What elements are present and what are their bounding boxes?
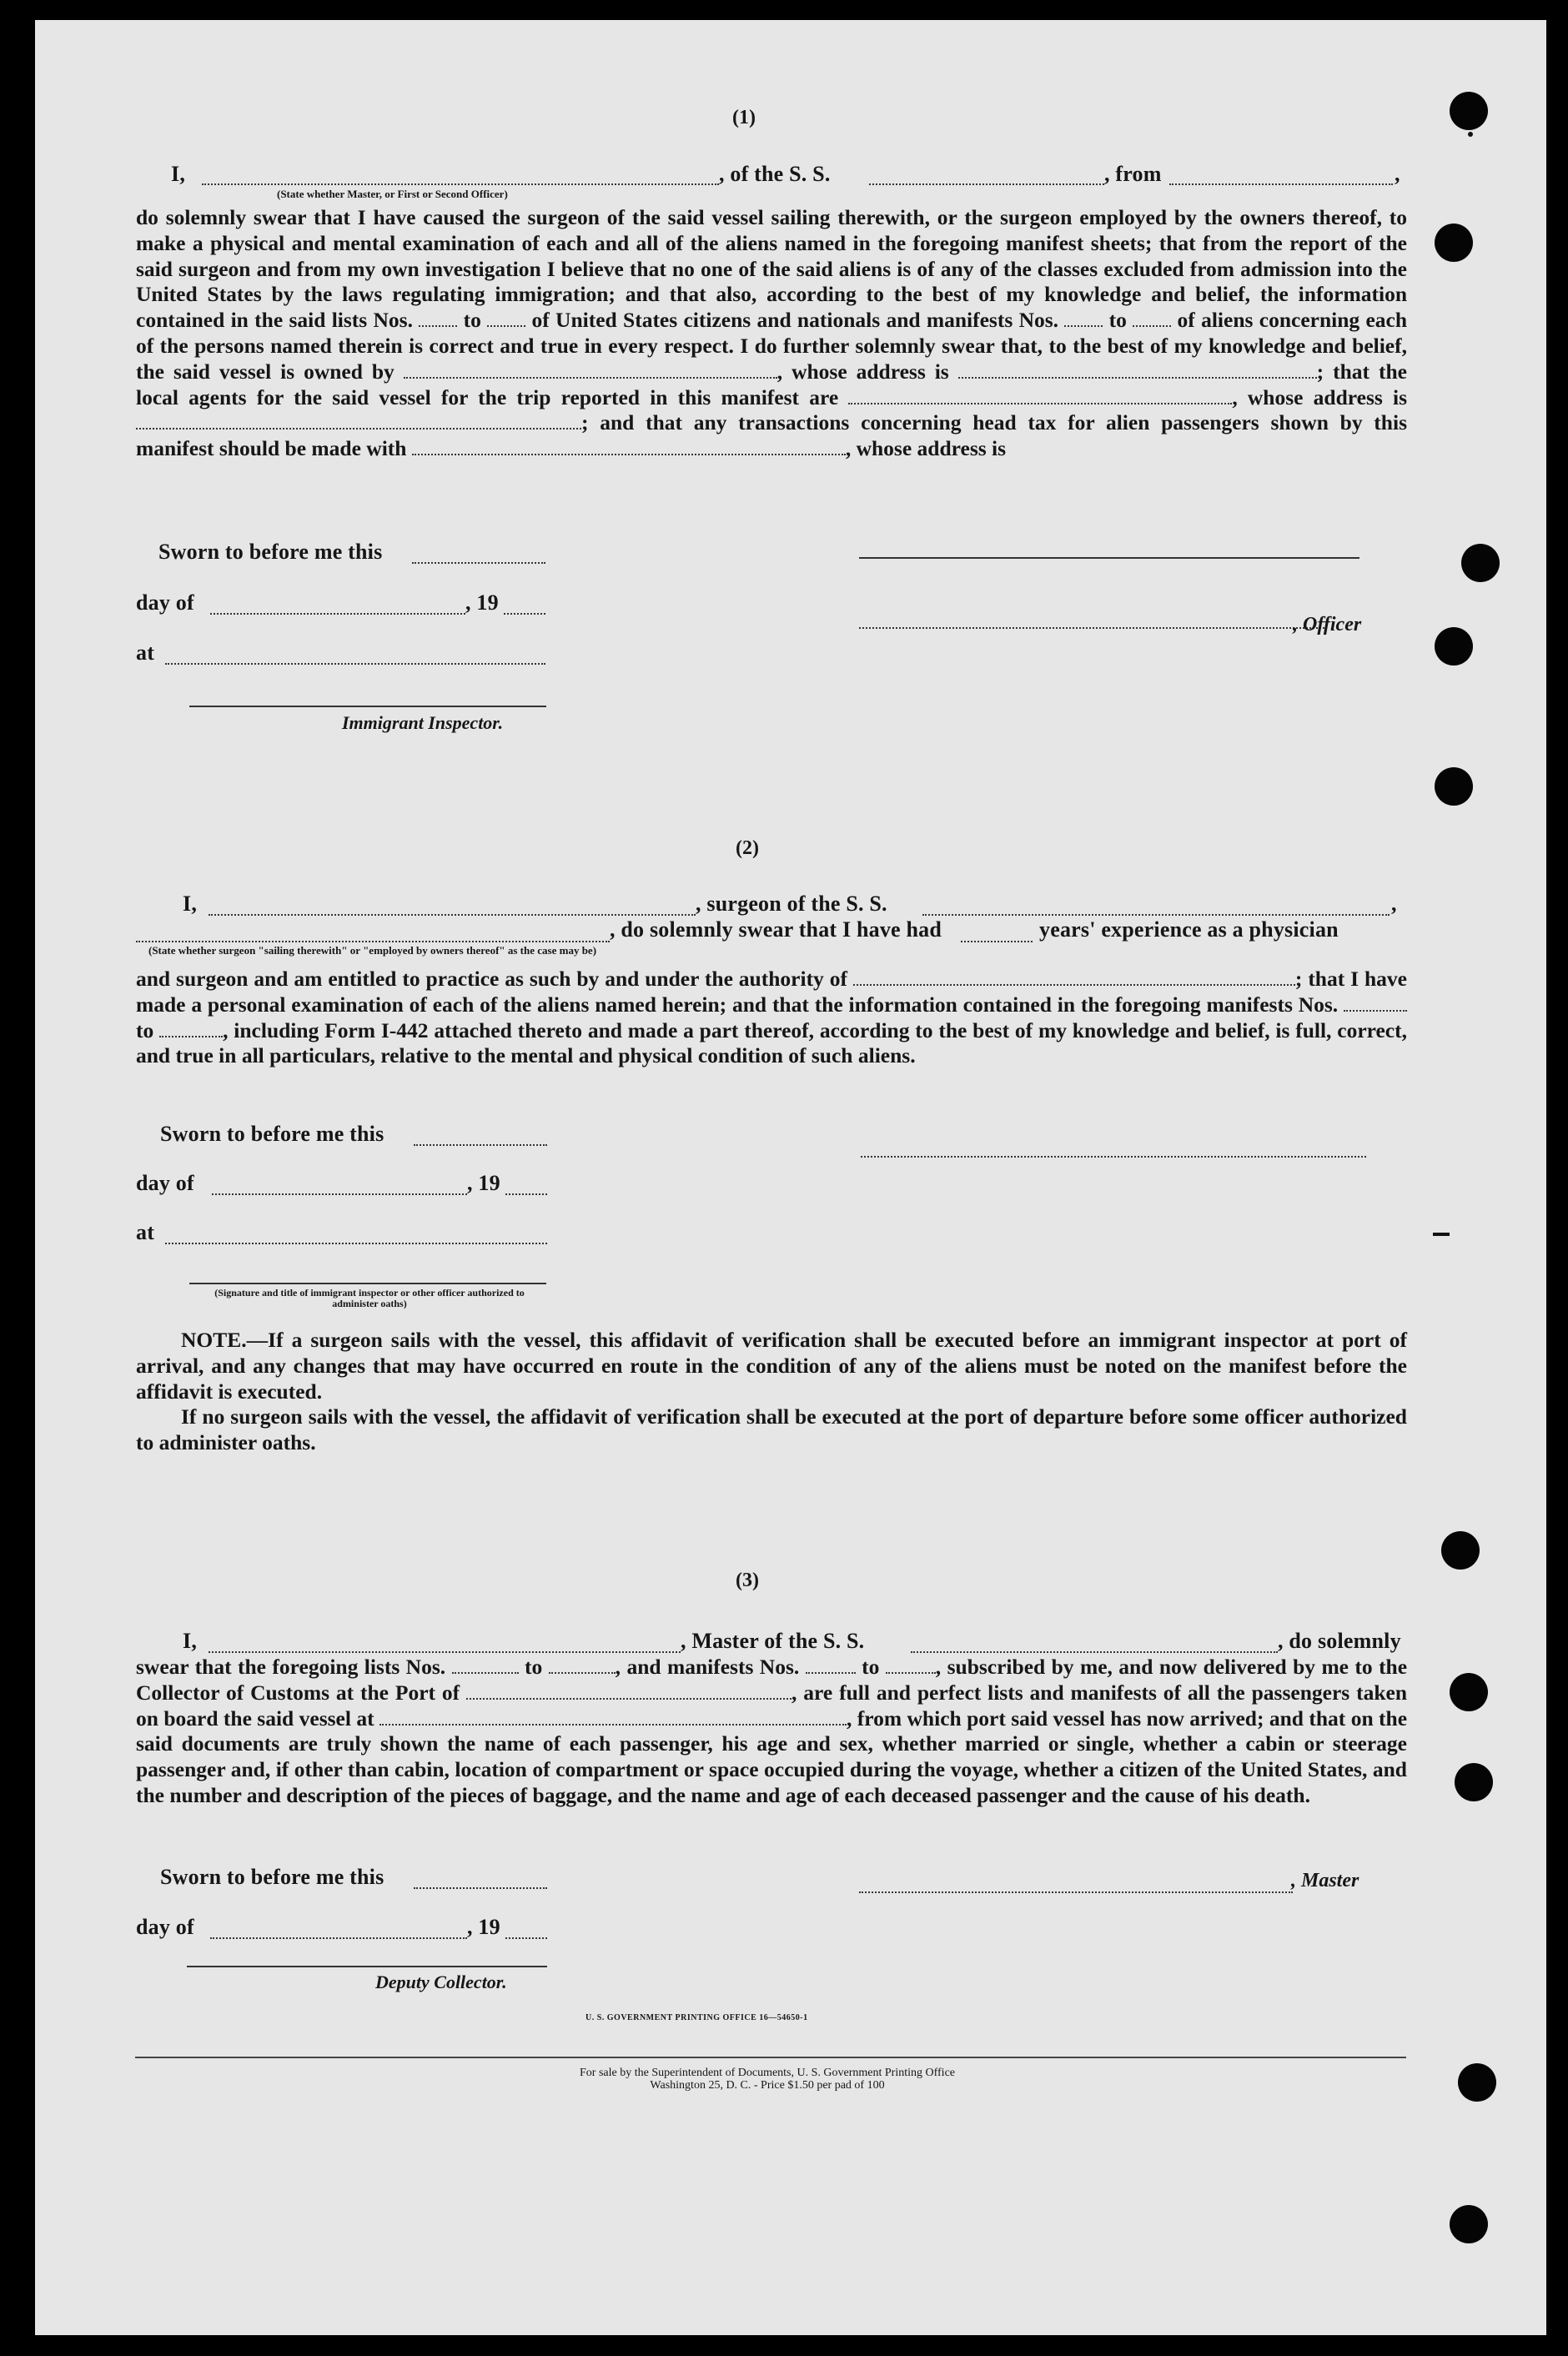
s2-surgeon-of-label: , surgeon of the S. S.: [696, 892, 887, 916]
s2-sworn-label: Sworn to before me this: [160, 1122, 384, 1146]
section-2-number: (2): [736, 837, 759, 859]
s3-master-signature-field[interactable]: [859, 1873, 1293, 1893]
s2-year-field[interactable]: [505, 1175, 547, 1195]
s3-day-of-label: day of: [136, 1915, 194, 1939]
footer-divider: [135, 2057, 1406, 2058]
s1-semicolon: ;: [1316, 359, 1324, 384]
s2-body-3: , including Form I-442 attached thereto and made a part thereof, according to the best of my knowledge and belief, is full, correct, and true in all particulars, relative to the mental and physical condition of such aliens.: [136, 1017, 1407, 1068]
edge-dot: [1468, 132, 1473, 137]
punch-hole-9: [1458, 2063, 1496, 2102]
s1-sworn-label: Sworn to before me this: [158, 540, 383, 564]
s1-officer-caption: (State whether Master, or First or Second Officer): [277, 188, 508, 200]
s2-surgeon-signature-field[interactable]: [861, 1138, 1366, 1158]
s2-body-1: and surgeon and am entitled to practice as such by and under the authority of: [136, 967, 847, 991]
s2-inspector-signature-line[interactable]: [189, 1283, 546, 1284]
s3-master-label: , Master: [1291, 1870, 1359, 1891]
punch-hole-6: [1441, 1531, 1480, 1570]
s2-at-label: at: [136, 1220, 155, 1244]
s3-month-field[interactable]: [210, 1919, 467, 1939]
s1-officer-label: , Officer: [1293, 614, 1362, 635]
s1-from-label: , from: [1104, 162, 1162, 186]
s2-note-paragraph: [136, 1328, 1407, 1456]
s3-boarding-port-field[interactable]: [379, 1709, 847, 1726]
s2-to: to: [136, 1017, 154, 1042]
s3-from-which: , from which port said vessel has now arrived; and that on the said documents are truly shown the name of each passenger, his age and sex, whether married or single, whether a cabin or steerage passenger and, if other than cabin, location of compartment or space occupied during the voyage, whether a citizen of the United States, and the number and description of the pieces of baggage, and the name and age of each deceased passenger and the cause of his death.: [136, 1705, 1408, 1807]
s1-body-2: of United States citizens and nationals and manifests Nos.: [531, 308, 1059, 333]
s2-i-label: I,: [183, 892, 198, 916]
s1-month-field[interactable]: [210, 595, 465, 615]
s1-year-label: , 19: [465, 590, 499, 615]
s1-i-label: I,: [171, 162, 186, 186]
s3-body-1: swear that the foregoing lists Nos.: [136, 1655, 446, 1679]
s3-year-label: , 19: [467, 1915, 500, 1939]
s1-to-1: to: [463, 308, 481, 333]
s2-authority-field[interactable]: [853, 969, 1295, 986]
s1-body-5: ; and that any transactions concerning head tax for alien passengers shown by this manifest should be made with: [136, 410, 1407, 461]
s2-surgeon-caption: (State whether surgeon "sailing therewith" or "employed by owners thereof" as the case may be): [148, 944, 597, 957]
s1-owner-field[interactable]: [404, 362, 777, 379]
s1-from-port-field[interactable]: [1169, 162, 1393, 185]
s1-agents-address-field[interactable]: [136, 413, 581, 430]
edge-mark: [1433, 1233, 1450, 1236]
s1-sworn-day-field[interactable]: [412, 544, 545, 564]
s1-whose-address-3: , whose address is: [845, 436, 1007, 461]
s1-body-1: do solemnly swear that I have caused the surgeon of the said vessel sailing therewith, or the surgeon employed by the owners thereof, to make a physical and mental examination of each and all of the aliens named in the foregoing manifest sheets; that from the report of the said surgeon and from my own investigation I believe that no one of the said aliens is of any of the classes excluded from admission into the United States by the laws regulating immigration; and that also, according to the best of my knowledge and belief, the information contained in the said lists Nos.: [136, 205, 1407, 333]
s3-and-manifests: , and manifests Nos.: [615, 1655, 800, 1679]
s1-of-ss-label: , of the S. S.: [719, 162, 831, 186]
s3-master-name-field[interactable]: [209, 1630, 681, 1653]
s3-ship-name-field[interactable]: [911, 1630, 1278, 1653]
form-page: [35, 20, 1546, 2335]
s1-manifests-from-field[interactable]: [1064, 310, 1103, 327]
s1-body-3: of aliens concerning each of the persons named therein is correct and true in every respect. I do further solemnly swear that, to the best of my knowledge and belief, the said vessel is owned by: [136, 308, 1408, 384]
s1-at-label: at: [136, 640, 155, 665]
s3-lists-to-field[interactable]: [549, 1657, 616, 1674]
s2-sworn-day-field[interactable]: [414, 1126, 547, 1146]
s2-body-2: that I have made a personal examination of each of the aliens named herein; and that the information contained in the foregoing manifests Nos.: [136, 967, 1407, 1017]
s1-officer-name-field[interactable]: [202, 162, 719, 185]
s1-manifests-to-field[interactable]: [1133, 310, 1171, 327]
s2-year-label: , 19: [467, 1171, 500, 1195]
punch-hole-2: [1435, 224, 1473, 262]
section-1-number: (1): [732, 107, 756, 128]
footer: [399, 2067, 1136, 2092]
s3-deputy-signature-line[interactable]: [187, 1966, 547, 1967]
s3-year-field[interactable]: [505, 1919, 547, 1939]
s3-manifests-to-field[interactable]: [886, 1657, 936, 1674]
s2-note-text: —If a surgeon sails with the vessel, this affidavit of verification shall be executed before an immigrant inspector at port of arrival, and any changes that may have occurred en route in the condition of any of the aliens must be noted on the manifest before the affidavit is executed.: [136, 1328, 1407, 1404]
s2-at-field[interactable]: [165, 1224, 547, 1244]
s1-comma: ,: [1395, 162, 1400, 186]
s3-sworn-day-field[interactable]: [414, 1869, 547, 1889]
s1-inspector-signature-line[interactable]: [189, 706, 546, 707]
s3-manifests-from-field[interactable]: [806, 1657, 856, 1674]
section-3-number: (3): [736, 1570, 759, 1591]
punch-hole-4: [1435, 627, 1473, 666]
s3-port-field[interactable]: [466, 1683, 792, 1700]
s2-manifests-to-field[interactable]: [159, 1021, 223, 1037]
s2-years-field[interactable]: [961, 921, 1033, 942]
s3-to-2: to: [862, 1655, 880, 1679]
s1-officer-title-field[interactable]: [859, 609, 1324, 629]
footer-line-1: For sale by the Superintendent of Documents, U. S. Government Printing Office: [580, 2067, 955, 2079]
s1-lists-to-field[interactable]: [487, 310, 525, 327]
s3-sworn-label: Sworn to before me this: [160, 1865, 384, 1889]
punch-hole-5: [1435, 767, 1473, 806]
s2-surgeon-type-field[interactable]: [136, 919, 610, 942]
s1-whose-address-2: whose address is: [1247, 384, 1407, 409]
punch-hole-3: [1461, 544, 1500, 582]
s2-comma: ,: [1391, 892, 1397, 916]
s2-semicolon: ;: [1294, 967, 1303, 991]
s3-solemnly-label: , do solemnly: [1278, 1629, 1401, 1653]
s1-at-field[interactable]: [165, 645, 545, 665]
footer-line-2: Washington 25, D. C. - Price $1.50 per pad of 100: [650, 2079, 885, 2092]
s1-day-of-label: day of: [136, 590, 194, 615]
s1-whose-address-1: , whose address is: [776, 359, 949, 384]
s3-lists-from-field[interactable]: [452, 1657, 519, 1674]
s2-oath-paragraph: [136, 967, 1407, 1069]
printer-line: U. S. GOVERNMENT PRINTING OFFICE 16—54650-1: [585, 2013, 808, 2022]
s1-comma-2: ,: [1232, 384, 1238, 409]
s2-signature-caption: (Signature and title of immigrant inspector or other officer authorized to administer oaths): [214, 1287, 525, 1309]
punch-hole-10: [1450, 2205, 1488, 2243]
s1-officer-signature-line[interactable]: [859, 557, 1359, 559]
s2-month-field[interactable]: [212, 1175, 467, 1195]
s3-deputy-caption: Deputy Collector.: [375, 1972, 507, 1992]
s2-years-exp-label: years' experience as a physician: [1039, 917, 1339, 942]
s3-subscribed: , subscribed by me, and now delivered by me to the Collector of Customs at the Port of: [136, 1655, 1408, 1705]
s1-lists-from-field[interactable]: [419, 310, 457, 327]
s1-inspector-caption: Immigrant Inspector.: [342, 712, 504, 733]
s3-i-label: I,: [183, 1629, 198, 1653]
s1-to-2: to: [1108, 308, 1127, 333]
s3-full-perfect: , are full and perfect lists and manifests of all the passengers taken on board the said vessel at: [136, 1680, 1407, 1731]
s2-note-label: NOTE.: [181, 1328, 247, 1352]
s1-oath-paragraph: [136, 205, 1407, 462]
s1-year-field[interactable]: [504, 595, 545, 615]
s1-owner-address-field[interactable]: [958, 362, 1317, 379]
s2-manifests-from-field[interactable]: [1344, 995, 1407, 1012]
s2-surgeon-name-field[interactable]: [209, 892, 696, 916]
punch-hole-1: [1450, 92, 1488, 130]
s2-note-2: If no surgeon sails with the vessel, the affidavit of verification shall be executed at the port of departure before some officer authorized to administer oaths.: [136, 1404, 1407, 1455]
s3-to-1: to: [525, 1655, 543, 1679]
punch-hole-8: [1455, 1763, 1493, 1801]
punch-hole-7: [1450, 1673, 1488, 1711]
s3-master-of-label: , Master of the S. S.: [681, 1629, 865, 1653]
s1-ship-name-field[interactable]: [869, 162, 1104, 185]
s3-oath-paragraph: [136, 1655, 1407, 1809]
s2-day-of-label: day of: [136, 1171, 194, 1195]
s1-body-4: that the local agents for the said vessel for the trip reported in this manifest are: [136, 359, 1407, 409]
s2-swear-had-label: , do solemnly swear that I have had: [610, 917, 942, 942]
s1-head-tax-field[interactable]: [412, 439, 846, 455]
s2-ship-name-field[interactable]: [922, 892, 1390, 916]
s1-agents-field[interactable]: [848, 388, 1232, 404]
